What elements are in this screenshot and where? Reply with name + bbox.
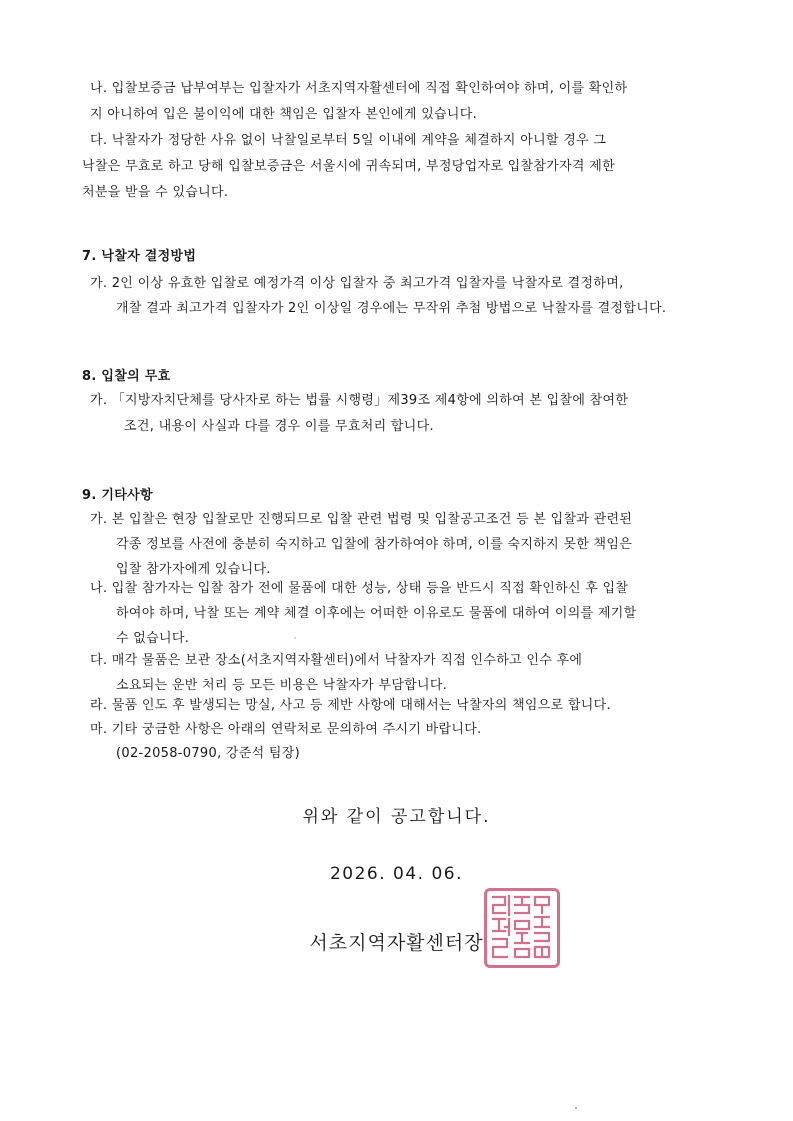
clause-da-line-1: 다. 낙찰자가 정당한 사유 없이 낙찰일로부터 5일 이내에 계약을 체결하지 아니할 경우 그	[90, 133, 607, 148]
section-9-ra-line-1: 라. 물품 인도 후 발생되는 망실, 사고 등 제반 사항에 대해서는 낙찰자의 책임으로 합니다.	[90, 698, 611, 713]
announcement-date: 2026. 04. 06.	[329, 864, 464, 884]
section-9-da-line-1: 다. 매각 물품은 보관 장소(서초지역자활센터)에서 낙찰자가 직접 인수하고 인수 후에	[90, 653, 583, 668]
section-9-na-line-2: 하여야 하며, 낙찰 또는 계약 체결 이후에는 어떠한 이유로도 물품에 대하여 이의를 제기할	[116, 606, 637, 621]
section-9-contact: (02-2058-0790, 강준석 팀장)	[116, 746, 301, 761]
clause-na-line-2: 지 아니하여 입은 불이익에 대한 책임은 입찰자 본인에게 있습니다.	[90, 107, 478, 122]
section-9-ma-line-1: 마. 기타 궁금한 사항은 아래의 연락처로 문의하여 주시기 바랍니다.	[90, 722, 482, 737]
signatory: 서초지역자활센터장	[309, 932, 484, 954]
clause-na-line-1: 나. 입찰보증금 납부여부는 입찰자가 서초지역자활센터에 직접 확인하여야 하며, 이를 확인하	[90, 81, 628, 96]
section-9-na-line-3: 수 없습니다.	[116, 631, 190, 646]
section-9-na-line-1: 나. 입찰 참가자는 입찰 참가 전에 물품에 대한 성능, 상태 등을 반드시 직접 확인하신 후 입찰	[90, 581, 629, 596]
section-7-heading: 7. 낙찰자 결정방법	[82, 249, 197, 264]
section-7-ga-line-1: 가. 2인 이상 유효한 입찰로 예정가격 이상 입찰자 중 최고가격 입찰자를 낙찰자로 결정하며,	[90, 276, 624, 291]
closing-statement: 위와 같이 공고합니다.	[302, 807, 491, 827]
section-9-heading: 9. 기타사항	[82, 488, 153, 503]
section-8-heading: 8. 입찰의 무효	[82, 369, 171, 384]
scan-speck	[294, 637, 296, 639]
section-7-ga-line-2: 개찰 결과 최고가격 입찰자가 2인 이상일 경우에는 무작위 추첨 방법으로 낙찰자를 결정합니다.	[116, 301, 667, 316]
official-seal-stamp	[484, 888, 560, 968]
section-8-ga-line-2: 조건, 내용이 사실과 다를 경우 이를 무효처리 합니다.	[124, 419, 434, 434]
clause-da-line-2: 낙찰은 무효로 하고 당해 입찰보증금은 서울시에 귀속되며, 부정당업자로 입찰참가자격 제한	[82, 159, 615, 174]
section-9-ga-line-1: 가. 본 입찰은 현장 입찰로만 진행되므로 입찰 관련 법령 및 입찰공고조건 등 본 입찰과 관련된	[90, 512, 633, 527]
section-9-ga-line-2: 각종 정보를 사전에 충분히 숙지하고 입찰에 참가하여야 하며, 이를 숙지하지 못한 책임은	[116, 537, 633, 552]
section-9-ga-line-3: 입찰 참가자에게 있습니다.	[116, 562, 271, 577]
scan-speck	[575, 1107, 577, 1109]
seal-glyph-strokes	[487, 891, 557, 965]
section-8-ga-line-1: 가. 「지방자치단체를 당사자로 하는 법률 시행령」제39조 제4항에 의하여 본 입찰에 참여한	[90, 393, 629, 408]
clause-da-line-3: 처분을 받을 수 있습니다.	[82, 185, 229, 200]
section-9-da-line-2: 소요되는 운반 처리 등 모든 비용은 낙찰자가 부담합니다.	[116, 678, 448, 693]
